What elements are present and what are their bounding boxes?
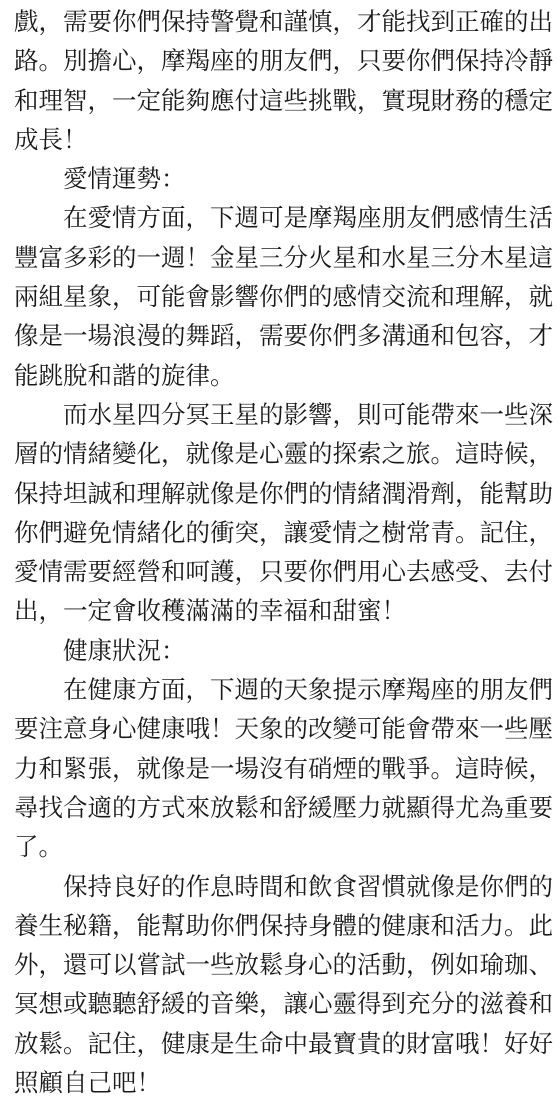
section-heading-love xyxy=(14,159,550,198)
paragraph-love-1 xyxy=(14,198,553,394)
paragraph-finance-end xyxy=(14,2,553,159)
article-body xyxy=(14,2,553,1102)
text-line: 照顧自己吧！ xyxy=(14,1068,161,1098)
paragraph-love-2 xyxy=(14,395,553,631)
heading-text: 健康狀況： xyxy=(63,635,186,665)
text-line: 要注意身心健康哦！天象的改變可能會帶來一些壓 xyxy=(14,714,553,744)
text-line: 成長！ xyxy=(14,124,88,154)
text-line: 在愛情方面，下週可是摩羯座朋友們感情生活 xyxy=(63,203,553,233)
text-line: 力和緊張，就像是一場沒有硝煙的戰爭。這時候， xyxy=(14,753,553,783)
text-line: 路。別擔心，摩羯座的朋友們，只要你們保持冷靜 xyxy=(14,46,553,76)
text-line: 放鬆。記住，健康是生命中最寶貴的財富哦！好好 xyxy=(14,1028,553,1058)
text-line: 豐富多彩的一週！金星三分火星和水星三分木星這 xyxy=(14,242,553,272)
paragraph-health-1 xyxy=(14,670,553,866)
text-line: 能跳脫和諧的旋律。 xyxy=(14,360,235,390)
heading-text: 愛情運勢： xyxy=(63,164,186,194)
text-line: 出，一定會收穫滿滿的幸福和甜蜜！ xyxy=(14,596,406,626)
text-line: 了。 xyxy=(14,832,63,862)
text-line: 冥想或聽聽舒緩的音樂，讓心靈得到充分的滋養和 xyxy=(14,989,553,1019)
text-line: 而水星四分冥王星的影響，則可能帶來一些深 xyxy=(63,399,553,429)
text-line: 養生秘籍，能幫助你們保持身體的健康和活力。此 xyxy=(14,910,553,940)
text-line: 在健康方面，下週的天象提示摩羯座的朋友們 xyxy=(63,675,553,705)
text-line: 和理智，一定能夠應付這些挑戰，實現財務的穩定 xyxy=(14,85,553,115)
text-line: 兩組星象，可能會影響你們的感情交流和理解，就 xyxy=(14,282,553,312)
text-line: 尋找合適的方式來放鬆和舒緩壓力就顯得尤為重要 xyxy=(14,792,553,822)
text-line: 愛情需要經營和呵護，只要你們用心去感受、去付 xyxy=(14,557,553,587)
paragraph-health-2 xyxy=(14,867,553,1102)
text-line: 戲，需要你們保持警覺和謹慎，才能找到正確的出 xyxy=(14,7,553,36)
text-line: 你們避免情緒化的衝突，讓愛情之樹常青。記住， xyxy=(14,517,553,547)
text-line: 層的情緒變化，就像是心靈的探索之旅。這時候， xyxy=(14,439,553,469)
text-line: 像是一場浪漫的舞蹈，需要你們多溝通和包容，才 xyxy=(14,321,553,351)
text-line: 外，還可以嘗試一些放鬆身心的活動，例如瑜珈、 xyxy=(14,950,553,980)
text-line: 保持坦誠和理解就像是你們的情緒潤滑劑，能幫助 xyxy=(14,478,553,508)
text-line: 保持良好的作息時間和飲食習慣就像是你們的 xyxy=(63,871,553,901)
section-heading-health xyxy=(14,631,550,670)
